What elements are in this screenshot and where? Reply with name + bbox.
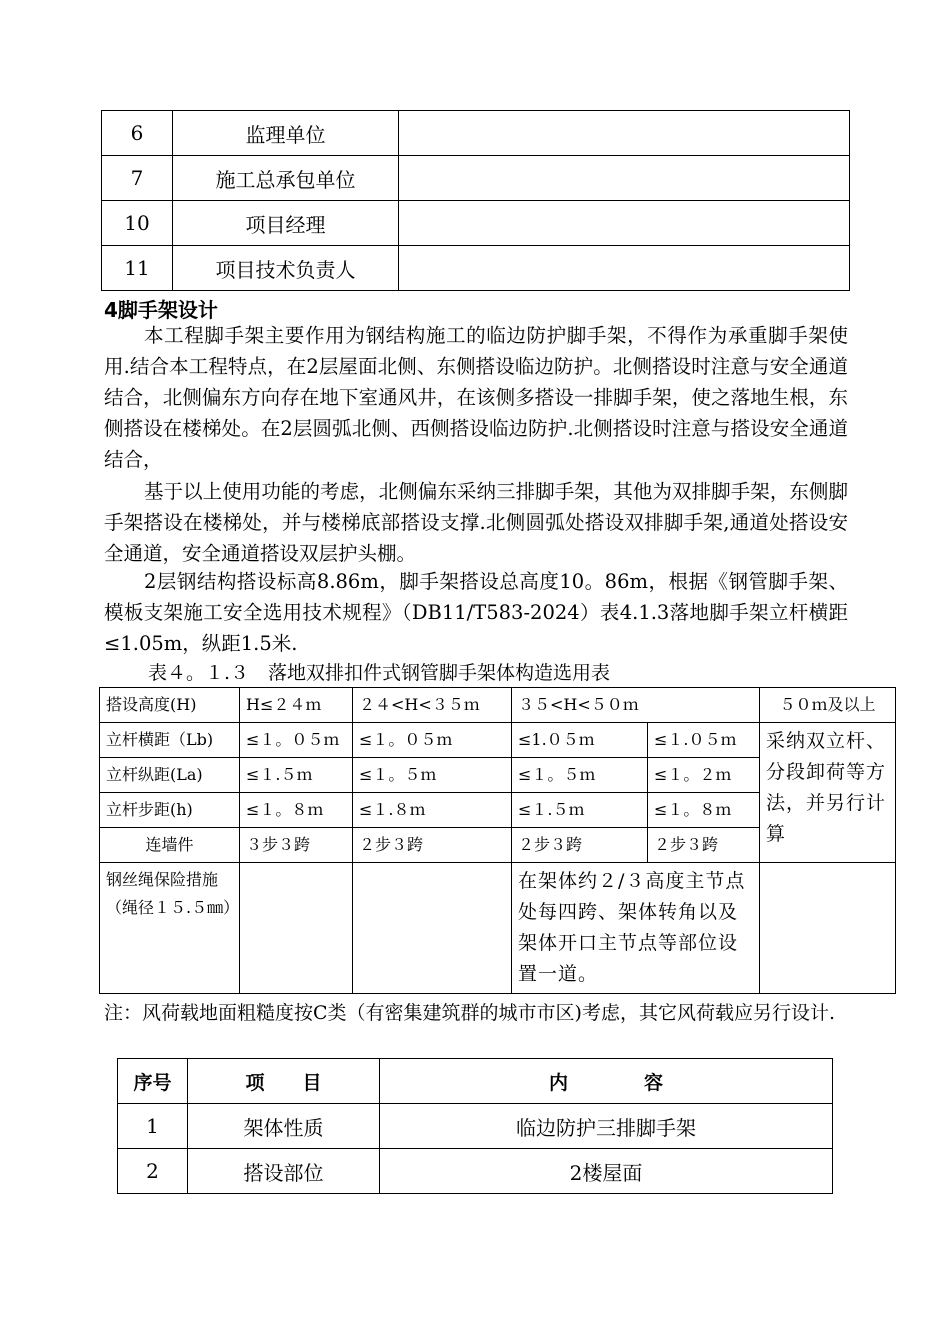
row-content: 临边防护三排脚手架 [380, 1104, 833, 1149]
cell: ≤１.０５ｍ [648, 723, 760, 758]
row-value [399, 201, 850, 246]
paragraph-2: 基于以上使用功能的考虑，北侧偏东采纳三排脚手架，其他为双排脚手架，东侧脚手架搭设在楼梯处，并与楼梯底部搭设支撑.北侧圆弧处搭设双排脚手架,通道处搭设安全通道，安全通道搭设双层护头棚。 [104, 480, 848, 565]
cell: ≤１。０５ｍ [240, 723, 353, 758]
row-number: 1 [118, 1104, 188, 1149]
header-cell: 序号 [118, 1059, 188, 1104]
header-cell: 项 目 [188, 1059, 380, 1104]
row-value [399, 156, 850, 201]
row-label: 立杆横距（Lb) [100, 723, 240, 758]
height-range-2: ２４<H<３５ｍ [353, 688, 512, 723]
height-range-1: H≤２４ｍ [240, 688, 353, 723]
row-number: 6 [102, 111, 173, 156]
table-row [118, 1149, 833, 1194]
table-caption: 表４。１.３ 落地双排扣件式钢管脚手架体构造选用表 [148, 662, 611, 684]
cell [760, 863, 896, 994]
row-label: 立杆纵距(La) [100, 758, 240, 793]
height-label: 搭设高度(H) [100, 688, 240, 723]
row-item: 项目技术负责人 [173, 246, 399, 291]
cell: ２步３跨 [512, 828, 648, 863]
cell: ≤１.８ｍ [353, 793, 512, 828]
cell: ≤１。０５ｍ [353, 723, 512, 758]
cell: 在架体约２/３高度主节点处每四跨、架体转角以及架体开口主节点等部位设置一道。 [512, 863, 760, 994]
cell: ２步３跨 [353, 828, 512, 863]
table-row [100, 723, 896, 758]
scaffold-summary-table [117, 1058, 833, 1194]
cell: ３步３跨 [240, 828, 353, 863]
cell: ≤１。５ｍ [512, 758, 648, 793]
cell: ≤１。５ｍ [353, 758, 512, 793]
table-row [102, 246, 850, 291]
row-item: 搭设部位 [188, 1149, 380, 1194]
paragraph-3: 2层钢结构搭设标高8.86m，脚手架搭设总高度10。86m，根据《钢管脚手架、模板支架施工安全选用技术规程》（DB11/T583-2024）表4.1.3落地脚手架立杆横距≤1.05m，纵距1.5米. [104, 570, 848, 655]
height-range-3: ３５<H<５０ｍ [512, 688, 760, 723]
cell: ≤１。２ｍ [648, 758, 760, 793]
header-cell: 内 容 [380, 1059, 833, 1104]
section-heading: 4脚手架设计 [104, 298, 218, 322]
paragraph-1: 本工程脚手架主要作用为钢结构施工的临边防护脚手架，不得作为承重脚手架使用.结合本工程特点，在2层屋面北侧、东侧搭设临边防护。北侧搭设时注意与安全通道结合，北侧偏东方向存在地下室通风井，在该侧多搭设一排脚手架，使之落地生根，东侧搭设在楼梯处。在2层圆弧北侧、西侧搭设临边防护.北侧搭设时注意与搭设安全通道结合， [104, 324, 848, 471]
table-row [102, 201, 850, 246]
project-personnel-table [101, 110, 850, 291]
cell [240, 863, 353, 994]
row-number: 10 [102, 201, 173, 246]
table-row [118, 1104, 833, 1149]
cell: ≤１.５ｍ [240, 758, 353, 793]
row-number: 11 [102, 246, 173, 291]
row-item: 架体性质 [188, 1104, 380, 1149]
cell: ≤１。８ｍ [240, 793, 353, 828]
table-row [100, 688, 896, 723]
row-label: 钢丝绳保险措施（绳径１５.５㎜） [100, 863, 240, 994]
side-note: 采纳双立杆、分段卸荷等方法，并另行计算 [760, 723, 896, 863]
height-range-4: ５０ｍ及以上 [760, 688, 896, 723]
table-row [102, 111, 850, 156]
row-value [399, 111, 850, 156]
cell [353, 863, 512, 994]
row-label: 立杆步距(h) [100, 793, 240, 828]
row-item: 监理单位 [173, 111, 399, 156]
row-number: 2 [118, 1149, 188, 1194]
row-number: 7 [102, 156, 173, 201]
row-value [399, 246, 850, 291]
cell: ≤１。８ｍ [648, 793, 760, 828]
row-item: 施工总承包单位 [173, 156, 399, 201]
cell: ２步３跨 [648, 828, 760, 863]
note-text: 注：风荷载地面粗糙度按C类（有密集建筑群的城市市区)考虑，其它风荷载应另行设计. [104, 1002, 835, 1024]
table-row [102, 156, 850, 201]
row-content: 2楼屋面 [380, 1149, 833, 1194]
table-row [100, 863, 896, 994]
table-header-row [118, 1059, 833, 1104]
scaffold-spec-table [99, 687, 896, 994]
cell: ≤１.５ｍ [512, 793, 648, 828]
row-item: 项目经理 [173, 201, 399, 246]
row-label: 连墙件 [100, 828, 240, 863]
cell: ≤1.０５ｍ [512, 723, 648, 758]
